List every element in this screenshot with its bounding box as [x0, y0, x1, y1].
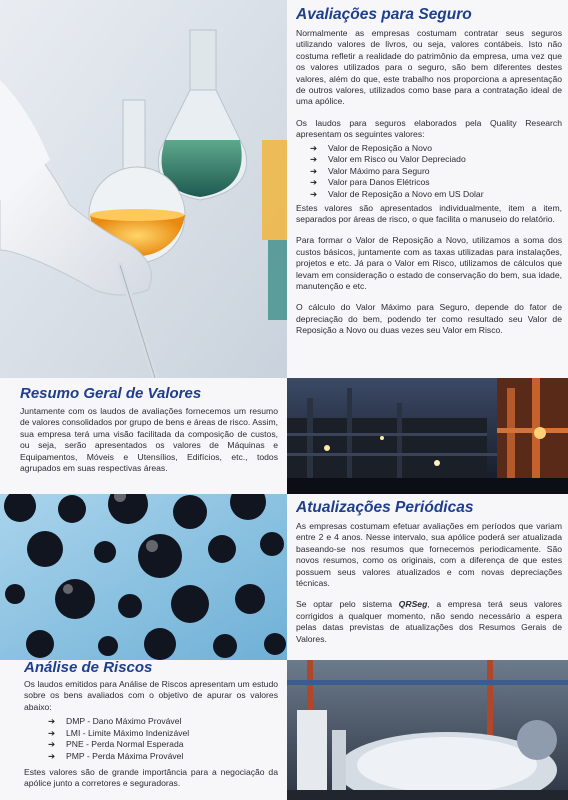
paragraph: O cálculo do Valor Máximo para Seguro, depende do fator de depreciação do bem, podendo ter como resultado seu Valor de Reposição a Novo ou duas vezes seu Valor em Risco.: [296, 302, 562, 336]
brand-qrseg: QRSeg: [398, 599, 428, 610]
arrow-icon: ➔: [310, 154, 318, 165]
section-title-analise: Análise de Riscos: [24, 659, 153, 676]
machinery-photo: [287, 660, 568, 800]
list-item: ➔ PMP - Perda Máxima Provável: [48, 751, 184, 761]
arrow-icon: ➔: [48, 716, 56, 727]
section-title-seguro: Avaliações para Seguro: [296, 6, 472, 23]
arrow-icon: ➔: [310, 142, 318, 153]
list-item: ➔ Valor Máximo para Seguro: [310, 165, 430, 176]
lab-glassware-photo: [0, 0, 287, 378]
arrow-icon: ➔: [310, 165, 318, 176]
machinery-illustration: [287, 660, 568, 800]
arrow-icon: ➔: [48, 727, 56, 738]
section-seguro: [296, 6, 562, 376]
list-item: ➔ PNE - Perda Normal Esperada: [48, 739, 184, 750]
industrial-plant-photo: [287, 378, 568, 494]
paragraph: Os laudos para seguros elaborados pela Quality Research apresentam os seguintes valores:: [296, 117, 562, 140]
arrow-icon: ➔: [48, 739, 56, 750]
paragraph: Os laudos emitidos para Análise de Riscos apresentam um estudo sobre os bens avaliados com o objetivo de apurar os valores abaixo:: [24, 679, 278, 712]
list-item: ➔ Valor em Risco ou Valor Depreciado: [310, 154, 466, 165]
paragraph: Estes valores são de grande importância para a negociação da apólice junto a corretores e seguradoras.: [24, 766, 278, 788]
list-item: ➔ Valor de Reposição a Novo em US Dolar: [310, 189, 484, 200]
risk-list: [24, 716, 278, 762]
section-title-resumo: Resumo Geral de Valores: [20, 385, 202, 402]
paragraph: As empresas costumam efetuar avaliações em períodos que variam entre 2 e 4 anos. Nesse intervalo, sua apólice poderá ser atualizada baseando-se nos resumos que fornecemos periodicamente. São novos resumos, como os originais, com a diferença de que estes possuem seus valores atualizados e com novas depreciações técnicas.: [296, 521, 562, 589]
arrow-icon: ➔: [48, 751, 56, 761]
section-atualizacoes: [296, 499, 562, 659]
paragraph: Para formar o Valor de Reposição a Novo, utilizamos a soma dos custos básicos, juntamente com as taxas utilizadas para instalações, projetos e etc. Já para o Valor em Risco, utilizamos de cálculos que levam em consideração o estado de conservação do bem, sua idade, manutenção e etc.: [296, 235, 562, 292]
paragraph: Se optar pelo sistema QRSeg, a empresa terá seus valores corrigidos a qualquer momento, não sendo necessário a espera pelas datas previstas de atualizações dos Resumos Gerais de Valores.: [296, 599, 562, 644]
arrow-icon: ➔: [310, 189, 318, 200]
list-item: ➔ DMP - Dano Máximo Provável: [48, 716, 182, 727]
cells-illustration: [0, 494, 287, 660]
paragraph: Estes valores são apresentados individualmente, item a item, separados por áreas de risco, o que facilita o manuseio do relatório.: [296, 202, 562, 225]
paragraph: Normalmente as empresas costumam contratar seus seguros utilizando valores de livros, ou seja, valores contábeis. Isto não costuma refletir a realidade do patrimônio da empresa, uma vez que os valores utilizados para o seguro, são bem diferentes destes valores, além do que, este trabalho nos proporciona a apresentação de outros valores, utilizados como base para a contratação ideal de uma apólice.: [296, 28, 562, 107]
arrow-icon: ➔: [310, 177, 318, 188]
lab-glassware-illustration: [0, 0, 287, 378]
section-analise: [24, 659, 278, 799]
list-item: ➔ LMI - Limite Máximo Indenizável: [48, 727, 190, 738]
section-resumo: [20, 385, 278, 485]
list-item: ➔ Valor para Danos Elétricos: [310, 177, 430, 188]
cells-photo: [0, 494, 287, 660]
industrial-plant-illustration: [287, 378, 568, 494]
values-list: [296, 143, 562, 201]
section-title-atualizacoes: Atualizações Periódicas: [296, 499, 474, 516]
list-item: ➔ Valor de Reposição a Novo: [310, 142, 432, 153]
paragraph: Juntamente com os laudos de avaliações fornecemos um resumo de valores consolidados por grupo de bens e áreas de risco. Assim, sua empresa terá uma visão facilitada da composição de custos, ou seja, serão apresentados os valores de Máquinas e Equipamentos, Móveis e Utensílios, Edifícios, etc., todos agrupados em suas respectivas áreas.: [20, 406, 278, 474]
